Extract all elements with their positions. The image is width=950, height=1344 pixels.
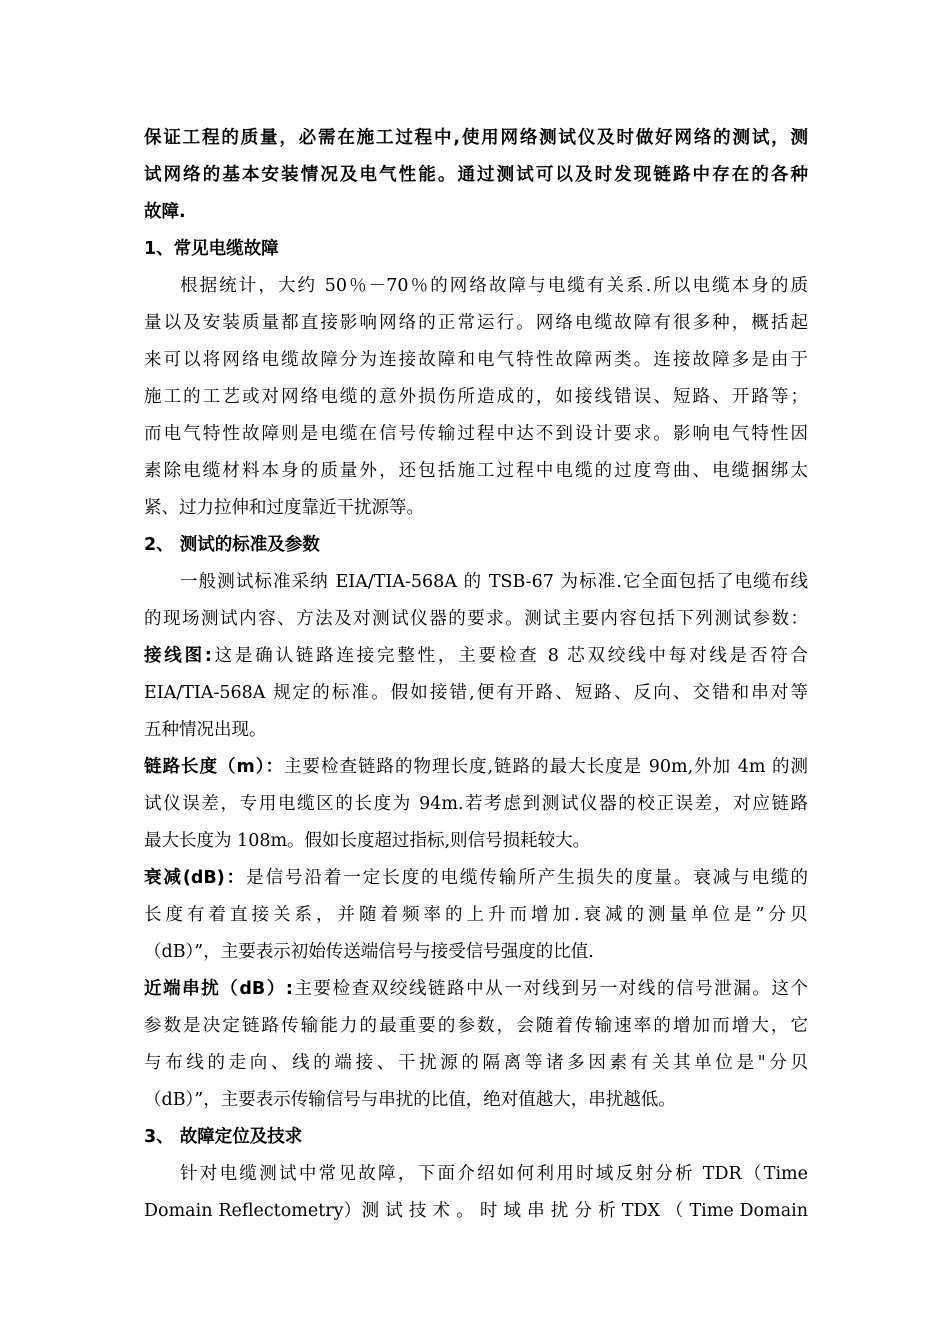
attenuation-line-3: （dB）”，主要表示初始传送端信号与接受信号强度的比值. — [144, 942, 594, 962]
wiremap-paragraph-first-line — [144, 638, 808, 675]
next-text: 主要检查双绞线链路中从一对线到另一对线的信号泄漏。这个 — [292, 979, 808, 999]
wiremap-line-3: 五种情况出现。 — [144, 720, 267, 740]
attenuation-text: 是信号沿着一定长度的电缆传输所产生损失的度量。衰减与电缆的 — [246, 868, 808, 888]
section-3-line-2: Domain Reflectometry）测 试 技 术 。 时 域 串 扰 分 析 TDX （ Time Domain — [144, 1201, 808, 1221]
section-2-heading: 2、 测试的标准及参数 — [144, 535, 320, 555]
intro-line-1: 保证工程的质量，必需在施工过程中,使用网络测试仪及时做好网络的测试，测 — [144, 128, 808, 148]
length-paragraph-first-line — [144, 749, 808, 786]
section-1-line-6: 素除电缆材料本身的质量外，还包括施工过程中电缆的过度弯曲、电缆捆绑太 — [144, 461, 808, 481]
section-3-heading: 3、 故障定位及技求 — [144, 1127, 303, 1147]
length-text: 主要检查链路的物理长度,链路的最大长度是 90m,外加 4m 的测 — [284, 757, 809, 777]
length-line-3: 最大长度为 108m。假如长度超过指标,则信号损耗较大。 — [144, 831, 591, 851]
intro-line-3: 故障. — [144, 202, 186, 222]
attenuation-paragraph-first-line — [144, 860, 808, 897]
section-1-line-1: 根据统计，大约 50％－70％的网络故障与电缆有关系.所以电缆本身的质 — [180, 276, 808, 296]
section-1-line-2: 量以及安装质量都直接影响网络的正常运行。网络电缆故障有很多种，概括起 — [144, 313, 808, 333]
length-line-2: 试仪误差，专用电缆区的长度为 94m.若考虑到测试仪器的校正误差，对应链路 — [144, 794, 808, 814]
next-line-3: 与布线的走向、线的端接、干扰源的隔离等诸多因素有关其单位是"分贝 — [144, 1053, 808, 1073]
next-line-2: 参数是决定链路传输能力的最重要的参数，会随着传输速率的增加而增大，它 — [144, 1016, 808, 1036]
attenuation-line-2: 长度有着直接关系，并随着频率的上升而增加.衰减的测量单位是”分贝 — [144, 905, 808, 925]
section-3-line-1: 针对电缆测试中常见故障，下面介绍如何利用时域反射分析 TDR（Time — [180, 1164, 808, 1184]
wiremap-term: 接线图: — [144, 646, 212, 666]
length-term: 链路长度（m）： — [144, 757, 285, 777]
next-paragraph-first-line — [144, 971, 808, 1008]
section-1-line-7: 紧、过力拉伸和过度靠近干扰源等。 — [144, 498, 424, 518]
wiremap-line-2: EIA/TIA-568A 规定的标准。假如接错,便有开路、短路、反向、交错和串对等 — [144, 683, 808, 703]
intro-line-2: 试网络的基本安装情况及电气性能。通过测试可以及时发现链路中存在的各种 — [144, 165, 808, 185]
next-term: 近端串扰（dB）: — [144, 979, 293, 999]
section-2-line-2: 的现场测试内容、方法及对测试仪器的要求。测试主要内容包括下列测试参数： — [144, 609, 808, 629]
section-1-line-3: 来可以将网络电缆故障分为连接故障和电气特性故障两类。连接故障多是由于 — [144, 350, 808, 370]
document-page — [144, 120, 808, 1230]
wiremap-text: 这是确认链路连接完整性，主要检查 8 芯双绞线中每对线是否符合 — [211, 646, 808, 666]
attenuation-term: 衰减(dB)： — [144, 868, 247, 888]
next-line-4: （dB）”，主要表示传输信号与串扰的比值，绝对值越大，串扰越低。 — [144, 1090, 676, 1110]
section-1-heading: 1、常见电缆故障 — [144, 239, 279, 259]
section-2-line-1: 一般测试标准采纳 EIA/TIA-568A 的 TSB-67 为标准.它全面包括了电缆布线 — [180, 572, 808, 592]
section-1-line-4: 施工的工艺或对网络电缆的意外损伤所造成的，如接线错误、短路、开路等； — [144, 387, 808, 407]
section-1-line-5: 而电气特性故障则是电缆在信号传输过程中达不到设计要求。影响电气特性因 — [144, 424, 808, 444]
